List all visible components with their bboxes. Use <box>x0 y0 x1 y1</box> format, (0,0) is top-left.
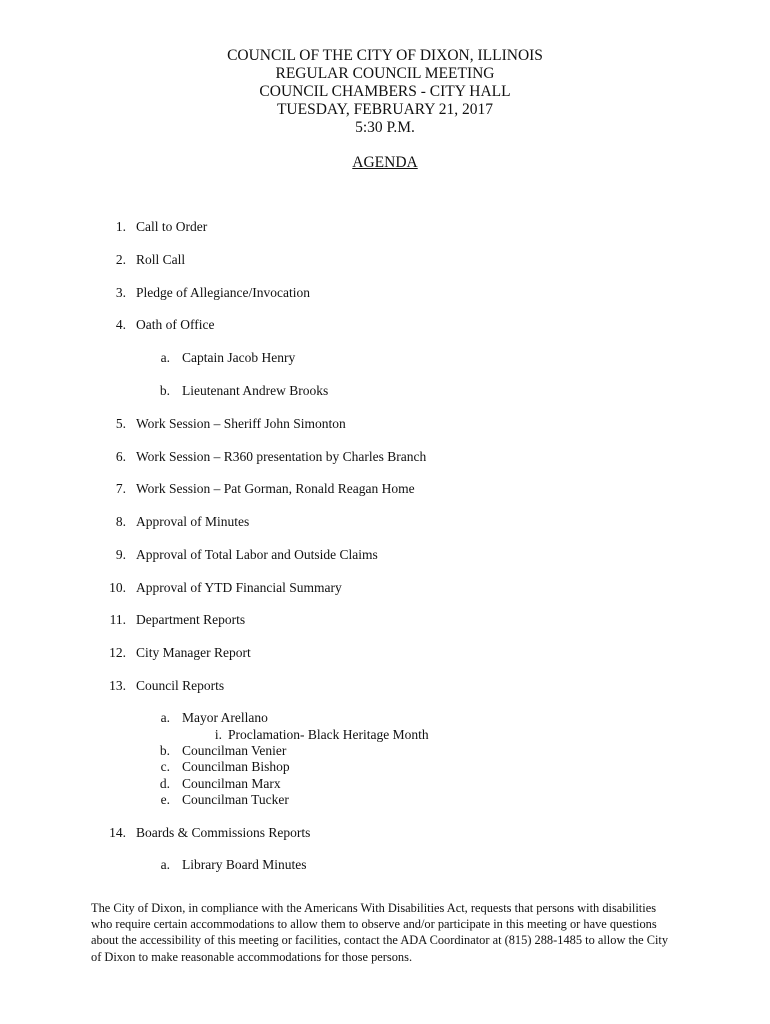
agenda-subitem-letter: e. <box>160 792 170 807</box>
agenda-subitem-letter: c. <box>160 759 170 774</box>
agenda-subitem-text: Councilman Venier <box>182 743 287 758</box>
agenda-subitem-letter: a. <box>160 710 170 725</box>
agenda-item-text: Approval of YTD Financial Summary <box>136 580 342 595</box>
agenda-subitem-text: Library Board Minutes <box>182 857 307 872</box>
agenda-subitem-text: Lieutenant Andrew Brooks <box>182 383 329 398</box>
agenda-item-text: Call to Order <box>136 219 208 234</box>
agenda-subitem-text: Mayor Arellano <box>182 710 268 725</box>
agenda-item-number: 10. <box>109 580 126 595</box>
agenda-subitem-letter: b. <box>159 743 170 758</box>
agenda-item-text: Department Reports <box>136 612 246 627</box>
agenda-item-text: Approval of Total Labor and Outside Claims <box>136 547 378 562</box>
agenda-subitem-text: Councilman Bishop <box>182 759 290 774</box>
document-header <box>0 47 770 137</box>
agenda-item-number: 2. <box>115 252 126 267</box>
agenda-item-text: Oath of Office <box>136 317 215 332</box>
agenda-title: AGENDA <box>352 154 418 171</box>
agenda-subitem-letter: a. <box>160 857 170 872</box>
ada-notice: The City of Dixon, in compliance with the Americans With Disabilities Act, requests that persons with disabilities who require certain accommodations to allow them to observe and/or participate in this meeting or have questions about the accessibility of this meeting or facilities, contact the ADA Coordinator at (815) 288-1485 to allow the City of Dixon to make reasonable accommodations for those persons. <box>91 901 669 964</box>
agenda-subsubitem-text: Proclamation- Black Heritage Month <box>228 727 429 742</box>
agenda-item-text: Work Session – Sheriff John Simonton <box>136 416 346 431</box>
agenda-item-number: 8. <box>115 514 126 529</box>
agenda-subitem-letter: b. <box>159 383 170 398</box>
agenda-item-text: Approval of Minutes <box>136 514 250 529</box>
agenda-item-number: 7. <box>115 481 126 496</box>
agenda-item-text: City Manager Report <box>136 645 251 660</box>
agenda-item-number: 9. <box>115 547 126 562</box>
agenda-item-text: Boards & Commissions Reports <box>136 825 311 840</box>
agenda-item-text: Roll Call <box>136 252 186 267</box>
agenda-item-number: 12. <box>109 645 126 660</box>
agenda-subitem-text: Captain Jacob Henry <box>182 350 296 365</box>
header-meeting-type: REGULAR COUNCIL MEETING <box>275 65 495 82</box>
agenda-item-number: 14. <box>109 825 126 840</box>
agenda-subsubitem-numeral: i. <box>214 727 222 742</box>
agenda-item-number: 1. <box>115 219 126 234</box>
agenda-item-number: 11. <box>109 612 126 627</box>
header-date: TUESDAY, FEBRUARY 21, 2017 <box>276 101 494 118</box>
agenda-subitem-text: Councilman Tucker <box>182 792 289 807</box>
agenda-item-text: Work Session – Pat Gorman, Ronald Reagan Home <box>136 481 415 496</box>
header-location: COUNCIL CHAMBERS - CITY HALL <box>259 83 511 100</box>
header-council-name: COUNCIL OF THE CITY OF DIXON, ILLINOIS <box>227 47 543 64</box>
agenda-item-number: 4. <box>115 317 126 332</box>
agenda-subitem-text: Councilman Marx <box>182 776 281 791</box>
agenda-item-number: 3. <box>115 285 126 300</box>
agenda-item-number: 13. <box>109 678 126 693</box>
header-time: 5:30 P.M. <box>355 119 415 136</box>
agenda-item-number: 6. <box>115 449 126 464</box>
agenda-item-text: Pledge of Allegiance/Invocation <box>136 285 310 300</box>
agenda-item-number: 5. <box>115 416 126 431</box>
agenda-item-text: Council Reports <box>136 678 225 693</box>
agenda-item-text: Work Session – R360 presentation by Charles Branch <box>136 449 427 464</box>
agenda-subitem-letter: a. <box>160 350 170 365</box>
agenda-subitem-letter: d. <box>159 776 170 791</box>
